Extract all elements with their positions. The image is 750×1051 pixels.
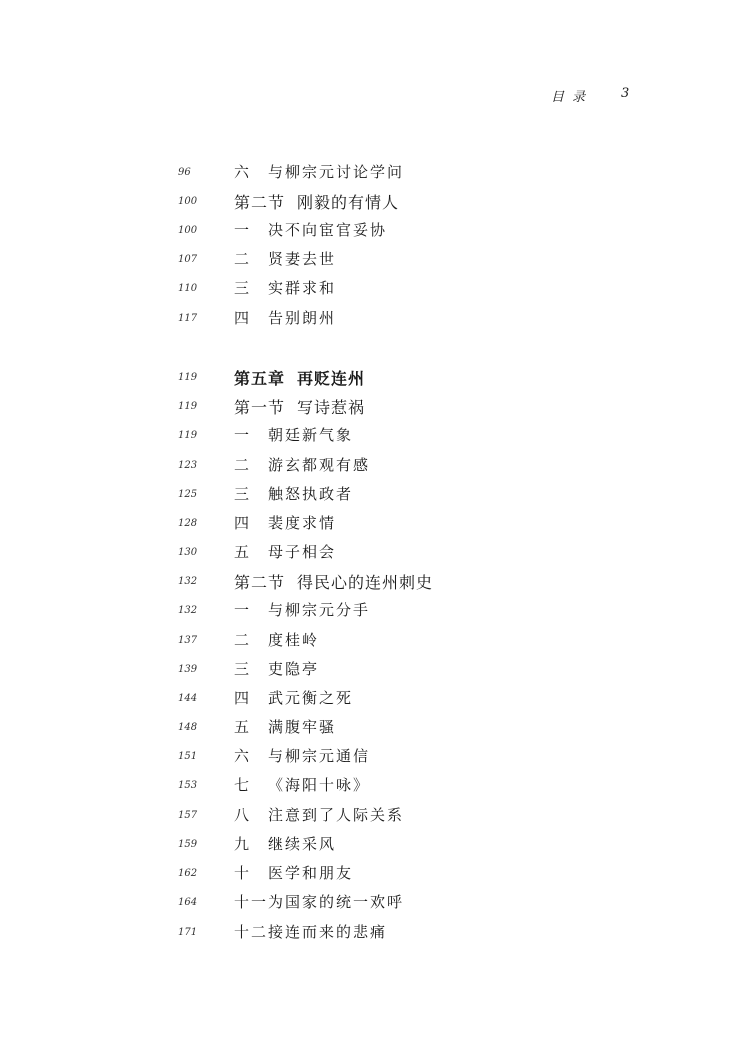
running-head-title: 目 录 (551, 90, 588, 105)
toc-page-number: 162 (178, 868, 198, 879)
toc-title (234, 512, 336, 533)
toc-title (234, 658, 319, 679)
toc-mark: 第五章 (234, 369, 286, 388)
toc-entry (0, 277, 750, 301)
toc-entry (0, 161, 750, 185)
toc-title (234, 774, 370, 795)
toc-page-number: 100 (178, 196, 198, 207)
toc-title (234, 687, 353, 708)
toc-title (234, 629, 319, 650)
toc-page-number: 119 (178, 372, 198, 383)
toc-title (234, 161, 404, 182)
toc-title (234, 804, 404, 825)
toc-mark: 十 (234, 864, 252, 882)
toc-entry (0, 716, 750, 740)
toc-text: 刚毅的有情人 (297, 193, 400, 212)
toc-title (234, 599, 370, 620)
toc-text: 写诗惹祸 (297, 398, 366, 417)
toc-page-number: 117 (178, 313, 198, 324)
toc-mark: 第二节 (234, 193, 286, 212)
toc-page-number: 96 (178, 167, 191, 178)
toc-page-number: 125 (178, 489, 198, 500)
toc-text: 与柳宗元通信 (268, 747, 371, 765)
toc-text: 为国家的统一欢呼 (268, 893, 405, 911)
toc-title (234, 190, 399, 213)
toc-page-number: 151 (178, 751, 198, 762)
toc-text: 游玄都观有感 (268, 456, 371, 474)
toc-page-number: 100 (178, 225, 198, 236)
toc-text: 吏隐亭 (268, 660, 320, 678)
toc-mark: 二 (234, 631, 252, 649)
toc-text: 再贬连州 (297, 369, 366, 388)
toc-page-number: 137 (178, 635, 198, 646)
toc-title (234, 862, 353, 883)
toc-mark: 二 (234, 250, 252, 268)
toc-title (234, 219, 387, 240)
running-head (551, 86, 630, 105)
toc-page-number: 139 (178, 664, 198, 675)
toc-text: 实群求和 (268, 279, 337, 297)
toc-title (234, 891, 404, 912)
toc-entry (0, 833, 750, 857)
toc-chapter-entry (0, 366, 750, 390)
toc-mark: 二 (234, 456, 252, 474)
toc-entry (0, 424, 750, 448)
toc-entry (0, 804, 750, 828)
toc-mark: 三 (234, 660, 252, 678)
page-number: 3 (621, 86, 630, 101)
toc-page-number: 107 (178, 254, 198, 265)
toc-mark: 六 (234, 163, 252, 181)
toc-title (234, 921, 387, 942)
toc-entry (0, 483, 750, 507)
toc-entry (0, 921, 750, 945)
toc-text: 医学和朋友 (268, 864, 354, 882)
toc-mark: 九 (234, 835, 252, 853)
toc-entry (0, 219, 750, 243)
toc-mark: 第一节 (234, 398, 286, 417)
toc-text: 裴度求情 (268, 514, 337, 532)
toc-page-number: 128 (178, 518, 198, 529)
toc-title (234, 307, 336, 328)
toc-page-number: 110 (178, 283, 198, 294)
toc-title (234, 366, 365, 389)
toc-page-number: 132 (178, 605, 198, 616)
toc-title (234, 454, 370, 475)
toc-mark: 四 (234, 514, 252, 532)
toc-entry (0, 774, 750, 798)
toc-text: 接连而来的悲痛 (268, 923, 388, 941)
toc-mark: 一 (234, 221, 252, 239)
toc-mark: 三 (234, 485, 252, 503)
toc-entry (0, 629, 750, 653)
toc-mark: 四 (234, 309, 252, 327)
toc-section-entry (0, 395, 750, 419)
toc-page-number: 119 (178, 430, 198, 441)
toc-entry (0, 248, 750, 272)
toc-title (234, 833, 336, 854)
toc-entry (0, 658, 750, 682)
toc-mark: 七 (234, 776, 252, 794)
toc-page-number: 159 (178, 839, 198, 850)
toc-mark: 四 (234, 689, 252, 707)
toc-section-entry (0, 190, 750, 214)
toc-mark: 一 (234, 601, 252, 619)
toc-page-number: 123 (178, 460, 198, 471)
toc-entry (0, 891, 750, 915)
toc-mark: 六 (234, 747, 252, 765)
toc-text: 触怒执政者 (268, 485, 354, 503)
toc-entry (0, 541, 750, 565)
toc-title (234, 248, 336, 269)
toc-entry (0, 307, 750, 331)
toc-mark: 五 (234, 718, 252, 736)
toc-mark: 十一 (234, 893, 269, 911)
toc-text: 满腹牢骚 (268, 718, 337, 736)
toc-text: 注意到了人际关系 (268, 806, 405, 824)
toc-page-number: 148 (178, 722, 198, 733)
toc-text: 与柳宗元分手 (268, 601, 371, 619)
toc-entry (0, 745, 750, 769)
toc-text: 决不向宦官妥协 (268, 221, 388, 239)
toc-text: 贤妻去世 (268, 250, 337, 268)
toc-text: 武元衡之死 (268, 689, 354, 707)
toc-page-number: 164 (178, 897, 198, 908)
toc-page-number: 153 (178, 780, 198, 791)
toc-text: 度桂岭 (268, 631, 320, 649)
toc-title (234, 424, 353, 445)
toc-entry (0, 454, 750, 478)
toc-page-number: 171 (178, 927, 198, 938)
toc-text: 得民心的连州刺史 (297, 573, 434, 592)
toc-text: 告别朗州 (268, 309, 337, 327)
toc-mark: 三 (234, 279, 252, 297)
toc-entry (0, 862, 750, 886)
toc-mark: 五 (234, 543, 252, 561)
toc-title (234, 745, 370, 766)
toc-entry (0, 599, 750, 623)
toc-mark: 八 (234, 806, 252, 824)
toc-mark: 十二 (234, 923, 269, 941)
toc-title (234, 483, 353, 504)
toc-title (234, 716, 336, 737)
toc-entry (0, 687, 750, 711)
toc-text: 与柳宗元讨论学问 (268, 163, 405, 181)
toc-title (234, 395, 365, 418)
toc-page-number: 157 (178, 810, 198, 821)
toc-section-entry (0, 570, 750, 594)
toc-title (234, 541, 336, 562)
toc-page-number: 132 (178, 576, 198, 587)
toc-page-number: 144 (178, 693, 198, 704)
toc-page-number: 119 (178, 401, 198, 412)
toc-text: 《海阳十咏》 (268, 776, 371, 794)
toc-entry (0, 512, 750, 536)
toc-mark: 一 (234, 426, 252, 444)
toc-text: 母子相会 (268, 543, 337, 561)
toc-page-number: 130 (178, 547, 198, 558)
toc-text: 朝廷新气象 (268, 426, 354, 444)
toc-title (234, 570, 433, 593)
toc-text: 继续采风 (268, 835, 337, 853)
toc-title (234, 277, 336, 298)
toc-mark: 第二节 (234, 573, 286, 592)
